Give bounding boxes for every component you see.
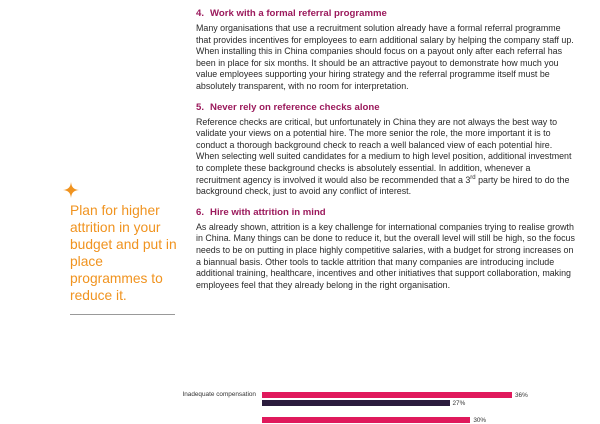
section-body-text-end: party be hired to do the background check, just to avoid any conflict of interest.	[196, 174, 570, 197]
section-heading	[196, 8, 576, 20]
bar-0-1	[262, 400, 450, 406]
sparkle-icon	[63, 182, 79, 198]
pull-quote	[70, 188, 180, 315]
pull-quote-text: Plan for higher attrition in your budget and put in place programmes to reduce it.	[70, 203, 177, 303]
bar-value-label: 27%	[452, 399, 466, 407]
section-number: 6.	[196, 206, 205, 218]
section-body: Many organisations that use a recruitment solution already have a formal referral programme that provides incentives for employees to earn additional salary by helping the company staff up. When installing this in China companies should focus on a payout only after each referral has been in place for six months. It should be an attractive payout to demonstrate how much you value employees supporting your hiring strategy and the referral programme itself must be absolutely transparent, with no room for interpretation.	[196, 23, 574, 91]
section-body: As already shown, attrition is a key challenge for international companies trying to realise growth in China. Many things can be done to reduce it, but the overall level will still be high, so the focus needs to be on putting in place highly competitive salaries, with a budget for strong increases on a biannual basis. Other tools to tackle attrition that many companies are introducing include additional training, healthcare, incentives and other initiatives that support collaboration, making employees feel that they already belong in the right organisation.	[196, 221, 575, 290]
section-title: Work with a formal referral programme	[210, 8, 387, 19]
bar-1-0	[262, 417, 470, 423]
bar-value-label: 36%	[515, 391, 528, 399]
section-body-text: Reference checks are critical, but unfortunately in China they are not always the best way to validate your views on a potential hire. The more senior the role, the more important it is to conduct a thorough background check to reach a well balanced view of each potential hire. When selecting well suited candidates for a medium to high level position, additional investment to complete these background checks is absolutely essential. In addition, whenever a recruitment agency is involved it would also be recommended that a 3	[196, 116, 572, 185]
section-heading	[196, 102, 576, 114]
bar-value-label: 30%	[473, 416, 487, 424]
section-reference-checks	[196, 102, 576, 198]
section-title: Never rely on reference checks alone	[210, 101, 380, 113]
section-referral-programme	[196, 8, 576, 93]
main-content	[196, 8, 576, 300]
section-heading	[196, 207, 576, 219]
section-number: 5.	[196, 101, 205, 113]
category-label: Inadequate compensation	[182, 391, 256, 398]
section-number: 4.	[196, 8, 205, 19]
ordinal-superscript: rd	[470, 174, 476, 181]
bar-0-0	[262, 392, 512, 398]
section-attrition	[196, 207, 576, 292]
bar-chart	[0, 360, 600, 424]
pull-quote-divider	[70, 314, 175, 315]
section-body	[196, 117, 576, 198]
section-title: Hire with attrition in mind	[210, 206, 326, 218]
